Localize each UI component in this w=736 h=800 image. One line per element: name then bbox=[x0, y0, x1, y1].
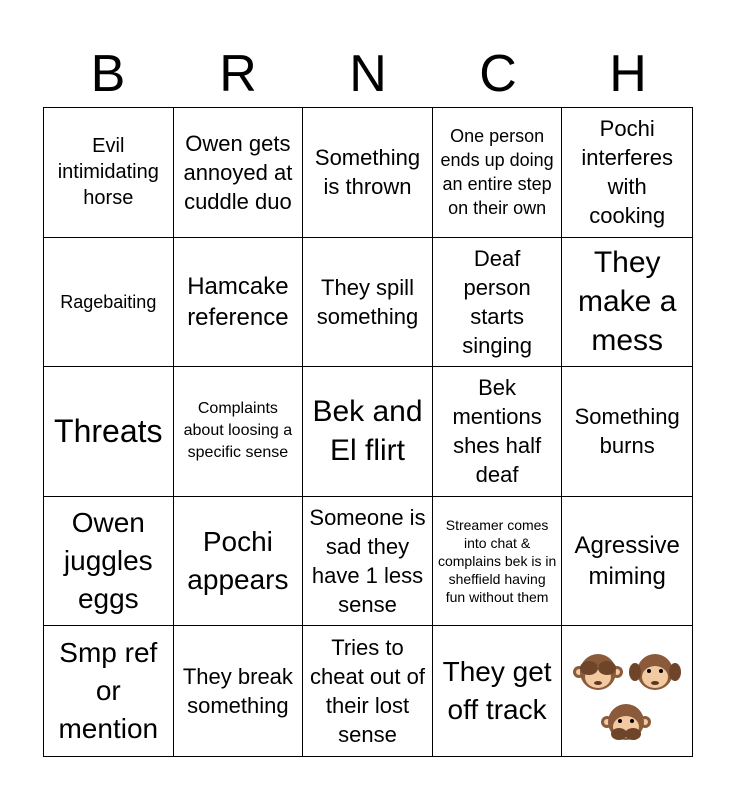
cell-text: Owen juggles eggs bbox=[63, 507, 153, 615]
bingo-cell[interactable] bbox=[433, 626, 563, 756]
bingo-cell[interactable] bbox=[562, 367, 692, 497]
bingo-cell[interactable] bbox=[174, 626, 304, 756]
bingo-cell[interactable] bbox=[44, 367, 174, 497]
hear-no-evil-monkey-icon bbox=[629, 646, 681, 698]
bingo-cell[interactable] bbox=[562, 497, 692, 627]
bingo-free-space[interactable] bbox=[562, 626, 692, 756]
bingo-cell[interactable] bbox=[174, 108, 304, 238]
bingo-cell[interactable] bbox=[44, 497, 174, 627]
free-space-monkeys bbox=[562, 626, 692, 756]
bingo-cell[interactable] bbox=[562, 108, 692, 238]
cell-text: Threats bbox=[54, 413, 163, 450]
cell-text: Deaf person starts singing bbox=[462, 245, 532, 358]
header-letter-c: C bbox=[479, 45, 517, 103]
bingo-cell[interactable] bbox=[562, 238, 692, 368]
cell-text: Bek mentions shes half deaf bbox=[452, 375, 542, 488]
bingo-grid bbox=[43, 107, 693, 757]
cell-text: Pochi interferes with cooking bbox=[581, 116, 674, 229]
header-letter-b: B bbox=[90, 45, 126, 103]
cell-text: Owen gets annoyed at cuddle duo bbox=[183, 130, 293, 214]
header-letter-n: N bbox=[349, 45, 387, 103]
cell-text: Streamer comes into chat & complains bek is in sheffield having fun without them bbox=[437, 517, 557, 606]
bingo-cell[interactable] bbox=[303, 367, 433, 497]
cell-text: Hamcake reference bbox=[187, 272, 289, 331]
bingo-header bbox=[43, 44, 693, 104]
bingo-cell[interactable] bbox=[174, 238, 304, 368]
bingo-cell[interactable] bbox=[303, 497, 433, 627]
cell-text: Smp ref or mention bbox=[58, 637, 159, 745]
header-letter-r: R bbox=[219, 45, 257, 103]
cell-text: They make a mess bbox=[578, 246, 677, 358]
cell-text: Evil intimidating horse bbox=[57, 135, 159, 210]
cell-text: Bek and El flirt bbox=[312, 395, 423, 468]
cell-text: Agressive miming bbox=[574, 532, 680, 591]
bingo-cell[interactable] bbox=[303, 626, 433, 756]
bingo-cell[interactable] bbox=[174, 497, 304, 627]
cell-text: Ragebaiting bbox=[60, 291, 157, 312]
bingo-cell[interactable] bbox=[44, 626, 174, 756]
cell-text: Something burns bbox=[574, 404, 680, 459]
bingo-cell[interactable] bbox=[433, 238, 563, 368]
bingo-cell[interactable] bbox=[174, 367, 304, 497]
cell-text: They get off track bbox=[442, 656, 552, 726]
bingo-cell[interactable] bbox=[303, 238, 433, 368]
bingo-cell[interactable] bbox=[44, 108, 174, 238]
bingo-cell[interactable] bbox=[303, 108, 433, 238]
cell-text: They spill something bbox=[316, 274, 419, 329]
bingo-cell[interactable] bbox=[44, 238, 174, 368]
bingo-cell[interactable] bbox=[433, 497, 563, 627]
cell-text: Tries to cheat out of their lost sense bbox=[310, 635, 425, 748]
see-no-evil-monkey-icon bbox=[572, 646, 624, 698]
cell-text: One person ends up doing an entire step on their own bbox=[440, 126, 554, 219]
cell-text: They break something bbox=[182, 664, 293, 719]
bingo-cell[interactable] bbox=[433, 108, 563, 238]
cell-text: Complaints about loosing a specific sense bbox=[183, 400, 293, 462]
cell-text: Pochi appears bbox=[187, 526, 289, 596]
cell-text: Something is thrown bbox=[314, 145, 421, 200]
bingo-cell[interactable] bbox=[433, 367, 563, 497]
header-letter-h: H bbox=[609, 45, 647, 103]
cell-text: Someone is sad they have 1 less sense bbox=[309, 505, 426, 618]
speak-no-evil-monkey-icon bbox=[600, 698, 652, 750]
